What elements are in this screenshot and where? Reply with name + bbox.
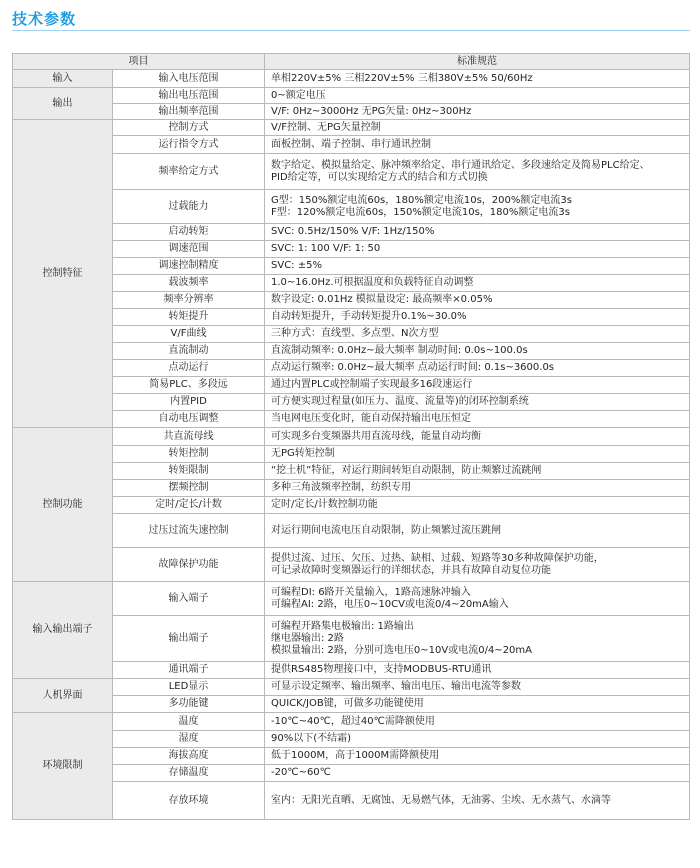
category-cell: 环境限制 (13, 713, 113, 820)
value-cell: SVC: 0.5Hz/150% V/F: 1Hz/150% (265, 224, 690, 241)
value-cell: 提供过流、过压、欠压、过热、缺相、过载、短路等30多种故障保护功能， 可记录故障时变频器运行的详细状态，并具有故障自动复位功能 (265, 548, 690, 582)
spec-table (12, 53, 690, 820)
table-row (13, 616, 690, 662)
table-row (13, 275, 690, 292)
table-row (13, 136, 690, 154)
table-row (13, 377, 690, 394)
table-row (13, 582, 690, 616)
table-row (13, 679, 690, 696)
header-standard: 标准规范 (265, 54, 690, 70)
table-row (13, 480, 690, 497)
header-item: 项目 (13, 54, 265, 70)
item-cell: 通讯端子 (113, 662, 265, 679)
item-cell: 控制方式 (113, 120, 265, 136)
item-cell: 存储温度 (113, 765, 265, 782)
table-row (13, 662, 690, 679)
table-row (13, 309, 690, 326)
value-cell: 当电网电压变化时，能自动保持输出电压恒定 (265, 411, 690, 428)
value-cell: V/F: 0Hz~3000Hz 无PG矢量: 0Hz~300Hz (265, 104, 690, 120)
value-cell: 90%以下(不结霜) (265, 731, 690, 748)
table-row (13, 360, 690, 377)
value-cell: 提供RS485物理接口中，支持MODBUS-RTU通讯 (265, 662, 690, 679)
value-cell: 单相220V±5% 三相220V±5% 三相380V±5% 50/60Hz (265, 70, 690, 88)
header-row (13, 54, 690, 70)
item-cell: 海拔高度 (113, 748, 265, 765)
table-row (13, 394, 690, 411)
item-cell: 启动转矩 (113, 224, 265, 241)
table-header (13, 54, 690, 70)
table-row (13, 326, 690, 343)
table-row (13, 497, 690, 514)
value-cell: 自动转矩提升，手动转矩提升0.1%~30.0% (265, 309, 690, 326)
value-cell: 数字设定: 0.01Hz 模拟量设定: 最高频率×0.05% (265, 292, 690, 309)
item-cell: 自动电压调整 (113, 411, 265, 428)
value-cell: 可实现多台变频器共用直流母线，能量自动均衡 (265, 428, 690, 446)
table-row (13, 190, 690, 224)
item-cell: 输入端子 (113, 582, 265, 616)
value-cell: 无PG转矩控制 (265, 446, 690, 463)
item-cell: 转矩限制 (113, 463, 265, 480)
item-cell: 存放环境 (113, 782, 265, 820)
category-cell: 人机界面 (13, 679, 113, 713)
value-cell: G型：150%额定电流60s，180%额定电流10s，200%额定电流3s F型：120%额定电流60s，150%额定电流10s，180%额定电流3s (265, 190, 690, 224)
value-cell: 可方便实现过程量(如压力、温度、流量等)的闭环控制系统 (265, 394, 690, 411)
value-cell: 多种三角波频率控制，纺织专用 (265, 480, 690, 497)
value-cell: 对运行期间电流电压自动限制，防止频繁过流压跳闸 (265, 514, 690, 548)
table-row (13, 428, 690, 446)
table-row (13, 104, 690, 120)
item-cell: 过载能力 (113, 190, 265, 224)
table-row (13, 120, 690, 136)
table-row (13, 548, 690, 582)
table-row (13, 154, 690, 190)
value-cell: 数字给定、模拟量给定、脉冲频率给定、串行通讯给定、多段速给定及简易PLC给定、 PID给定等，可以实现给定方式的结合和方式切换 (265, 154, 690, 190)
table-row (13, 463, 690, 480)
item-cell: 输入电压范围 (113, 70, 265, 88)
value-cell: -10℃~40℃，超过40℃需降额使用 (265, 713, 690, 731)
value-cell: 室内：无阳光直晒、无腐蚀、无易燃气体，无油雾、尘埃、无水蒸气、水滴等 (265, 782, 690, 820)
table-row (13, 224, 690, 241)
item-cell: 载波频率 (113, 275, 265, 292)
value-cell: 三种方式：直线型、多点型、N次方型 (265, 326, 690, 343)
page-title: 技术参数 (12, 10, 77, 28)
item-cell: 定时/定长/计数 (113, 497, 265, 514)
category-cell: 输入输出端子 (13, 582, 113, 679)
table-row (13, 258, 690, 275)
item-cell: 输出端子 (113, 616, 265, 662)
item-cell: 简易PLC、多段远 (113, 377, 265, 394)
item-cell: 点动运行 (113, 360, 265, 377)
value-cell: 可编程开路集电极输出: 1路输出 继电器输出: 2路 模拟量输出: 2路，分别可选电压0~10V或电流0/4~20mA (265, 616, 690, 662)
value-cell: 面板控制、端子控制、串行通讯控制 (265, 136, 690, 154)
value-cell: 1.0~16.0Hz.可根据温度和负载特征自动调整 (265, 275, 690, 292)
value-cell: -20℃~60℃ (265, 765, 690, 782)
table-row (13, 696, 690, 713)
value-cell: SVC: 1: 100 V/F: 1: 50 (265, 241, 690, 258)
item-cell: 过压过流失速控制 (113, 514, 265, 548)
value-cell: 低于1000M，高于1000M需降额使用 (265, 748, 690, 765)
value-cell: QUICK/JOB键，可做多功能键使用 (265, 696, 690, 713)
value-cell: V/F控制、无PG矢量控制 (265, 120, 690, 136)
category-cell: 控制特征 (13, 120, 113, 428)
table-row (13, 88, 690, 104)
item-cell: 温度 (113, 713, 265, 731)
category-cell: 输出 (13, 88, 113, 120)
table-row (13, 446, 690, 463)
item-cell: 内置PID (113, 394, 265, 411)
table-row (13, 731, 690, 748)
item-cell: V/F曲线 (113, 326, 265, 343)
item-cell: 转矩提升 (113, 309, 265, 326)
value-cell: 直流制动频率: 0.0Hz~最大频率 制动时间: 0.0s~100.0s (265, 343, 690, 360)
item-cell: 频率分辨率 (113, 292, 265, 309)
item-cell: 摆频控制 (113, 480, 265, 497)
item-cell: 故障保护功能 (113, 548, 265, 582)
table-row (13, 765, 690, 782)
table-row (13, 748, 690, 765)
table-body (13, 70, 690, 820)
item-cell: 调速范围 (113, 241, 265, 258)
category-cell: 输入 (13, 70, 113, 88)
item-cell: 调速控制精度 (113, 258, 265, 275)
value-cell: 0~额定电压 (265, 88, 690, 104)
item-cell: 多功能键 (113, 696, 265, 713)
item-cell: 输出电压范围 (113, 88, 265, 104)
table-row (13, 411, 690, 428)
value-cell: 可显示设定频率、输出频率、输出电压、输出电流等参数 (265, 679, 690, 696)
table-row (13, 514, 690, 548)
item-cell: 湿度 (113, 731, 265, 748)
table-row (13, 782, 690, 820)
table-row (13, 70, 690, 88)
value-cell: 点动运行频率: 0.0Hz~最大频率 点动运行时间: 0.1s~3600.0s (265, 360, 690, 377)
value-cell: 定时/定长/计数控制功能 (265, 497, 690, 514)
item-cell: 频率给定方式 (113, 154, 265, 190)
table-row (13, 713, 690, 731)
value-cell: “挖土机”特征，对运行期间转矩自动限制，防止频繁过流跳闸 (265, 463, 690, 480)
value-cell: SVC: ±5% (265, 258, 690, 275)
item-cell: 共直流母线 (113, 428, 265, 446)
table-row (13, 343, 690, 360)
item-cell: LED显示 (113, 679, 265, 696)
item-cell: 输出频率范围 (113, 104, 265, 120)
value-cell: 通过内置PLC或控制端子实现最多16段速运行 (265, 377, 690, 394)
item-cell: 转矩控制 (113, 446, 265, 463)
table-row (13, 241, 690, 258)
table-row (13, 292, 690, 309)
category-cell: 控制功能 (13, 428, 113, 582)
item-cell: 直流制动 (113, 343, 265, 360)
value-cell: 可编程DI: 6路开关量输入，1路高速脉冲输入 可编程AI: 2路，电压0~10CV或电流0/4~20mA输入 (265, 582, 690, 616)
item-cell: 运行指令方式 (113, 136, 265, 154)
title-divider (12, 30, 690, 31)
